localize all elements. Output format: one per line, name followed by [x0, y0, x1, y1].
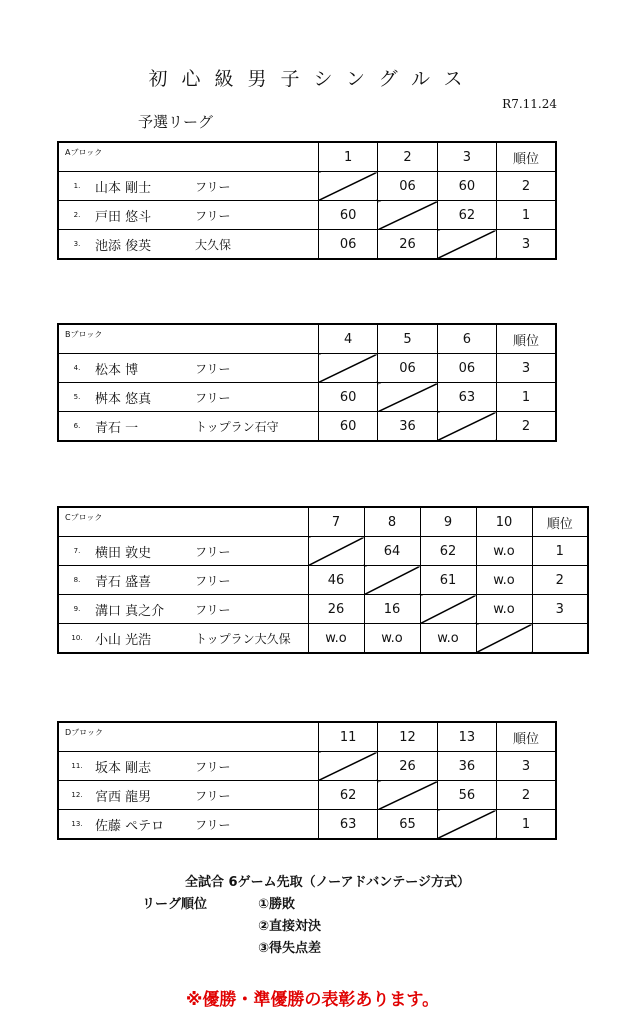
rank-cell: 1: [497, 810, 556, 840]
player-number: 11.: [71, 762, 83, 770]
score-cell: w.o: [476, 566, 532, 595]
player-name: 松本 博: [95, 362, 139, 378]
player-row: [58, 412, 556, 442]
player-club: フリー: [195, 817, 231, 832]
block-label: Dブロック: [65, 728, 103, 737]
self-match-cell: [318, 172, 377, 201]
self-match-cell: [308, 537, 364, 566]
rank-cell: 2: [497, 412, 556, 442]
player-name: 戸田 悠斗: [95, 209, 152, 225]
block-table: [57, 721, 557, 840]
player-cell: [58, 201, 318, 230]
rank-cell: 2: [532, 566, 588, 595]
rank-header: 順位: [497, 324, 556, 354]
player-cell: [58, 354, 318, 383]
player-cell: [58, 412, 318, 442]
column-header: 9: [420, 507, 476, 537]
rank-header: 順位: [532, 507, 588, 537]
player-club: フリー: [195, 361, 231, 376]
score-cell: w.o: [308, 624, 364, 654]
block-label: Aブロック: [65, 148, 103, 157]
block-label: Bブロック: [65, 330, 103, 339]
player-cell: [58, 810, 318, 840]
column-header: 5: [378, 324, 437, 354]
rank-cell: [532, 624, 588, 654]
column-header: 2: [378, 142, 437, 172]
column-header: 10: [476, 507, 532, 537]
rank-header: 順位: [497, 722, 556, 752]
player-cell: [58, 230, 318, 260]
block-label-cell: [58, 507, 308, 537]
block-table: [57, 141, 557, 260]
player-club: フリー: [195, 788, 231, 803]
player-row: [58, 172, 556, 201]
rank-cell: 1: [497, 201, 556, 230]
player-row: [58, 595, 588, 624]
league-rank-label: リーグ順位: [142, 897, 208, 912]
column-header: 1: [318, 142, 377, 172]
player-row: [58, 566, 588, 595]
score-cell: 62: [318, 781, 377, 810]
player-row: [58, 383, 556, 412]
rank-cell: 3: [497, 354, 556, 383]
score-cell: 60: [318, 412, 377, 442]
score-cell: 26: [378, 230, 437, 260]
player-number: 8.: [73, 576, 81, 584]
block-label: Cブロック: [65, 513, 103, 522]
player-club: 大久保: [195, 237, 232, 252]
player-club: フリー: [195, 390, 231, 405]
rank-cell: 2: [497, 781, 556, 810]
column-header: 4: [318, 324, 377, 354]
score-cell: 06: [378, 354, 437, 383]
self-match-cell: [378, 201, 437, 230]
player-club: フリー: [195, 179, 231, 194]
player-name: 池添 俊英: [95, 238, 152, 254]
player-name: 宮西 龍男: [95, 789, 152, 805]
player-number: 5.: [73, 393, 81, 401]
player-row: [58, 354, 556, 383]
score-cell: 60: [437, 172, 496, 201]
player-name: 佐藤 ペテロ: [95, 818, 165, 834]
score-cell: 61: [420, 566, 476, 595]
player-club: フリー: [195, 544, 231, 559]
player-name: 山本 剛士: [95, 180, 152, 196]
rank-cell: 3: [532, 595, 588, 624]
score-cell: 65: [378, 810, 437, 840]
score-cell: 06: [318, 230, 377, 260]
player-number: 4.: [73, 364, 81, 372]
score-cell: 06: [378, 172, 437, 201]
rank-cell: 3: [497, 230, 556, 260]
rank-header: 順位: [497, 142, 556, 172]
score-cell: 36: [378, 412, 437, 442]
document-subtitle: 予選リーグ: [138, 113, 214, 131]
player-cell: [58, 566, 308, 595]
score-cell: 46: [308, 566, 364, 595]
rank-cell: 2: [497, 172, 556, 201]
player-row: [58, 810, 556, 840]
score-cell: 56: [437, 781, 496, 810]
rule-text: 全試合 6ゲーム先取（ノーアドバンテージ方式）: [185, 875, 471, 890]
column-header: 3: [437, 142, 496, 172]
criteria-3: ③得失点差: [258, 941, 322, 956]
self-match-cell: [420, 595, 476, 624]
document-title: 初心級男子シングルス: [148, 68, 477, 90]
player-name: 桝本 悠真: [95, 391, 152, 407]
player-number: 12.: [71, 791, 83, 799]
score-cell: 26: [378, 752, 437, 781]
score-cell: 62: [437, 201, 496, 230]
self-match-cell: [378, 781, 437, 810]
self-match-cell: [437, 810, 496, 840]
self-match-cell: [437, 412, 496, 442]
player-number: 10.: [71, 634, 83, 642]
column-header: 7: [308, 507, 364, 537]
player-club: トップラン石守: [195, 419, 279, 434]
self-match-cell: [437, 230, 496, 260]
player-club: フリー: [195, 208, 231, 223]
award-notice: ※優勝・準優勝の表彰あります。: [185, 990, 440, 1010]
score-cell: 63: [437, 383, 496, 412]
player-row: [58, 230, 556, 260]
score-cell: 16: [364, 595, 420, 624]
rank-cell: 1: [532, 537, 588, 566]
player-club: フリー: [195, 573, 231, 588]
rank-cell: 1: [497, 383, 556, 412]
player-number: 1.: [73, 182, 81, 190]
block-table: [57, 323, 557, 442]
column-header: 12: [378, 722, 437, 752]
player-row: [58, 781, 556, 810]
player-number: 2.: [73, 211, 81, 219]
player-name: 青石 盛喜: [95, 574, 152, 590]
player-club: トップラン大久保: [195, 631, 291, 646]
document-date: R7.11.24: [502, 97, 557, 111]
player-number: 6.: [73, 422, 81, 430]
score-cell: w.o: [476, 537, 532, 566]
score-cell: 06: [437, 354, 496, 383]
block-header-row: [58, 324, 556, 354]
player-cell: [58, 383, 318, 412]
player-number: 9.: [73, 605, 81, 613]
score-cell: w.o: [364, 624, 420, 654]
player-cell: [58, 537, 308, 566]
score-cell: 60: [318, 383, 377, 412]
rank-cell: 3: [497, 752, 556, 781]
block-table: [57, 506, 589, 654]
column-header: 6: [437, 324, 496, 354]
player-cell: [58, 172, 318, 201]
score-cell: 36: [437, 752, 496, 781]
player-name: 青石 一: [95, 420, 139, 436]
block-header-row: [58, 142, 556, 172]
score-cell: 64: [364, 537, 420, 566]
block-header-row: [58, 722, 556, 752]
criteria-1: ①勝敗: [258, 897, 296, 912]
block-label-cell: [58, 142, 318, 172]
self-match-cell: [318, 354, 377, 383]
player-name: 横田 敦史: [95, 545, 152, 561]
player-number: 7.: [73, 547, 81, 555]
player-row: [58, 537, 588, 566]
score-cell: 60: [318, 201, 377, 230]
player-number: 3.: [73, 240, 81, 248]
player-club: フリー: [195, 602, 231, 617]
self-match-cell: [476, 624, 532, 654]
score-cell: 62: [420, 537, 476, 566]
score-cell: w.o: [420, 624, 476, 654]
column-header: 8: [364, 507, 420, 537]
score-cell: 63: [318, 810, 377, 840]
player-name: 小山 光浩: [95, 632, 152, 648]
score-cell: w.o: [476, 595, 532, 624]
self-match-cell: [378, 383, 437, 412]
block-header-row: [58, 507, 588, 537]
column-header: 13: [437, 722, 496, 752]
self-match-cell: [318, 752, 377, 781]
player-name: 溝口 真之介: [95, 603, 165, 619]
self-match-cell: [364, 566, 420, 595]
player-number: 13.: [71, 820, 83, 828]
player-cell: [58, 595, 308, 624]
criteria-2: ②直接対決: [258, 919, 322, 934]
player-row: [58, 752, 556, 781]
player-club: フリー: [195, 759, 231, 774]
block-label-cell: [58, 722, 318, 752]
player-cell: [58, 781, 318, 810]
score-cell: 26: [308, 595, 364, 624]
player-row: [58, 624, 588, 654]
column-header: 11: [318, 722, 377, 752]
block-label-cell: [58, 324, 318, 354]
player-cell: [58, 624, 308, 654]
player-cell: [58, 752, 318, 781]
player-row: [58, 201, 556, 230]
player-name: 坂本 剛志: [95, 760, 152, 776]
